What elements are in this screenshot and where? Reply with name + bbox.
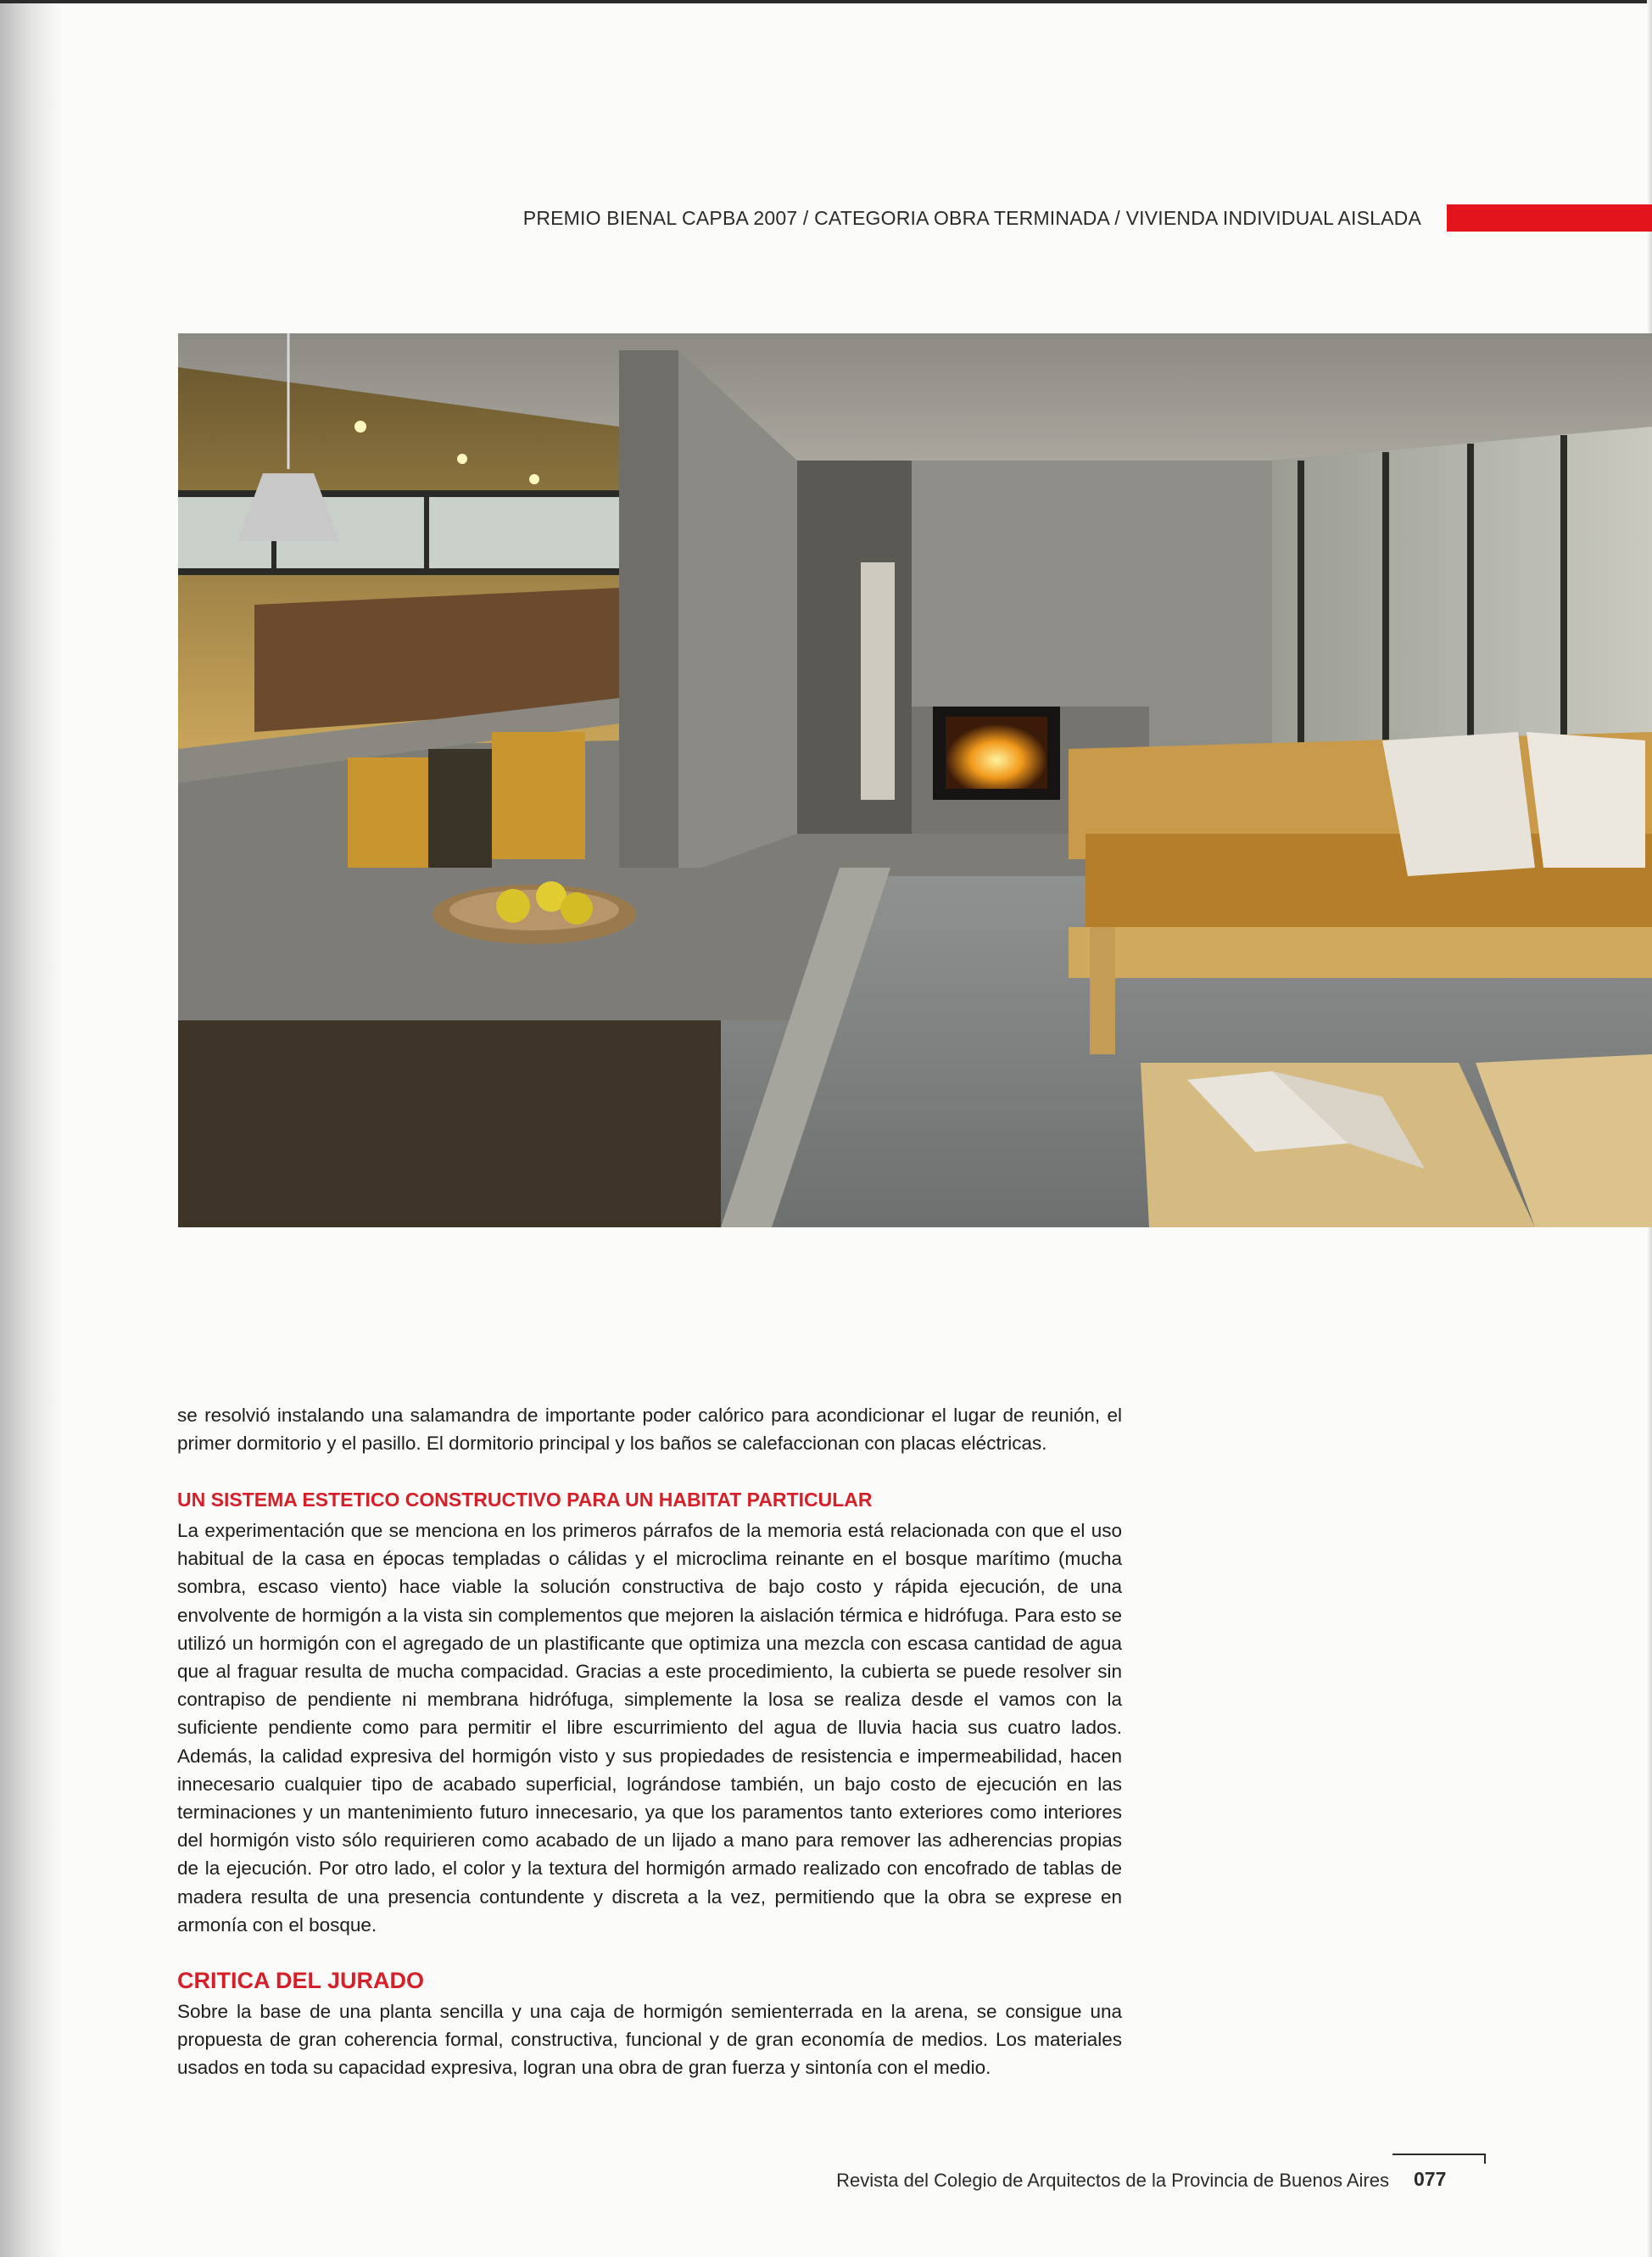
paragraph-sistema-estetico: La experimentación que se menciona en los primeros párrafos de la memoria está relacionada con que el uso habitual de la casa en épocas templadas o cálidas y el microclima reinante en el bosque marítimo (mucha sombra, escaso viento) hace viable la solución constructiva de bajo costo y rápida ejecución, de una envolvente de hormigón a la vista sin complementos que mejoren la aislación térmica e hidrófuga. Para esto se utilizó un hormigón con el agregado de un plastificante que optimiza una mezcla con escasa cantidad de agua que al fraguar resulta de mucha compacidad. Gracias a este procedimiento, la cubierta se puede resolver sin contrapiso de pendiente ni membrana hidrófuga, simplemente la losa se realiza desde el vamos con la suficiente pendiente como para permitir el libre escurrimiento del agua de lluvia hacia sus cuatro lados. Además, la calidad expresiva del hormigón visto y sus propiedades de resistencia e impermeabilidad, hacen innecesario cualquier tipo de acabado superficial, lográndose también, un bajo costo de ejecución en las terminaciones y un mantenimiento futuro innecesario, ya que los paramentos tanto exteriores como interiores del hormigón visto sólo requirieren como acabado de un lijado a mano para remover las adherencias propias de la ejecución. Por otro lado, el color y la textura del hormigón armado realizado con encofrado de tablas de madera resulta de una presencia contundente y discreta a la vez, permitiendo que la obra se exprese en armonía con el bosque. [177, 1520, 1122, 1936]
interior-photo [178, 333, 1652, 1227]
footer-rule-tick [1484, 2154, 1486, 2164]
page-number: 077 [1414, 2168, 1447, 2190]
section-accent-bar [1447, 204, 1652, 232]
top-edge-line [0, 0, 1652, 3]
section-header: PREMIO BIENAL CAPBA 2007 / CATEGORIA OBRA TERMINADA / VIVIENDA INDIVIDUAL AISLADA [522, 207, 1421, 229]
heading-critica-jurado: CRITICA DEL JURADO [177, 1968, 425, 1993]
paragraph-intro: se resolvió instalando una salamandra de importante poder calórico para acondicionar el lugar de reunión, el primer dormitorio y el pasillo. El dormitorio principal y los baños se calefaccionan con placas eléctricas. [177, 1405, 1122, 1455]
footer-rule [1392, 2154, 1486, 2155]
paragraph-critica-jurado: Sobre la base de una planta sencilla y una caja de hormigón semienterrada en la arena, se consigue una propuesta de gran coherencia formal, constructiva, funcional y de gran economía de medios. Los materiales usados en toda su capacidad expresiva, logran una obra de gran fuerza y sintonía con el medio. [177, 2001, 1122, 2079]
footer-publication: Revista del Colegio de Arquitectos de la Provincia de Buenos Aires [836, 2170, 1389, 2191]
page-gutter-shadow [0, 0, 64, 2257]
heading-sistema-estetico: UN SISTEMA ESTETICO CONSTRUCTIVO PARA UN HABITAT PARTICULAR [177, 1489, 873, 1511]
